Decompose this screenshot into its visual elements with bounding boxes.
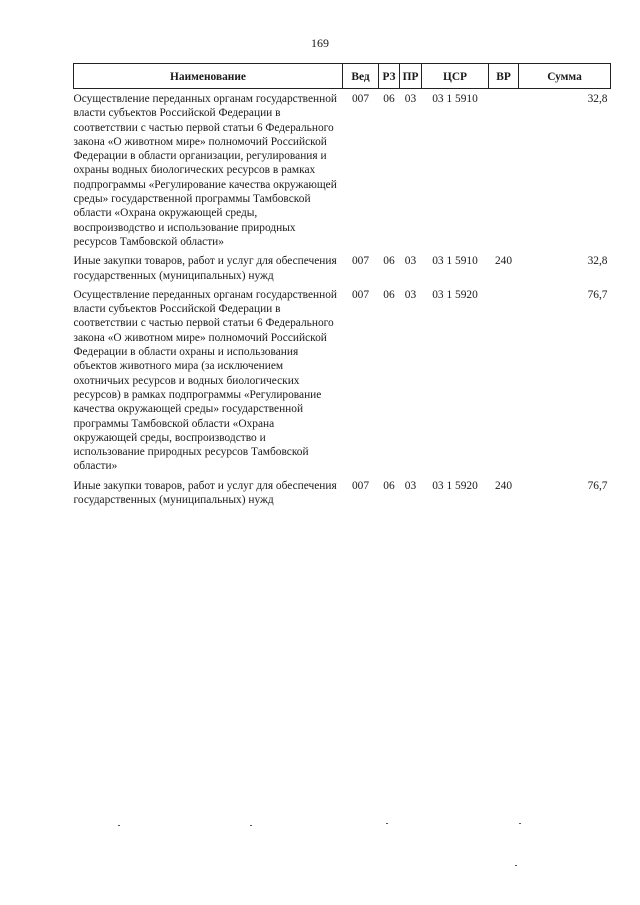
row-pr: 03 (404, 93, 417, 105)
row-sum: 32,8 (587, 255, 608, 268)
budget-table (73, 63, 611, 512)
header-vr: ВР (489, 64, 519, 89)
row-vr (489, 288, 519, 479)
header-pr: ПР (400, 64, 422, 89)
header-csr: ЦСР (422, 64, 489, 89)
scan-speck (515, 865, 517, 866)
row-rz: 06 (383, 479, 395, 492)
row-csr: 03 1 5920 (432, 288, 478, 301)
row-ved: 007 (351, 93, 370, 105)
table-row (74, 288, 611, 479)
scan-speck (519, 823, 521, 824)
table-header-row (74, 64, 611, 89)
header-rz: РЗ (379, 64, 400, 89)
row-rz: 06 (383, 255, 395, 268)
row-vr (489, 89, 519, 255)
row-sum: 32,8 (587, 93, 608, 105)
row-csr: 03 1 5910 (432, 255, 478, 268)
row-vr: 240 (494, 479, 513, 492)
row-ved: 007 (351, 255, 370, 268)
table-row (74, 254, 611, 288)
row-sum: 76,7 (587, 288, 608, 301)
header-ved: Вед (343, 64, 379, 89)
row-name: Осуществление переданных органам государственной власти субъектов Российской Федерации в соответствии с частью первой статьи 6 Федерального закона «О животном мире» полномочий Российской Федерации в области организации, регулирования и охраны водных биологических ресурсов в рамках подпрограммы «Регулирование качества окружающей среды» государственной программы Тамбовской области «Охрана окружающей среды, воспроизводство и использование природных ресурсов Тамбовской области» (73, 93, 338, 248)
row-rz: 06 (383, 288, 395, 301)
row-pr: 03 (404, 255, 417, 268)
header-name: Наименование (74, 64, 343, 89)
page-number: 169 (311, 36, 329, 50)
row-name: Иные закупки товаров, работ и услуг для обеспечения государственных (муниципальных) нужд (73, 479, 337, 507)
header-sum: Сумма (519, 64, 611, 89)
row-rz: 06 (383, 93, 395, 105)
row-sum: 76,7 (587, 479, 608, 492)
row-pr: 03 (404, 479, 417, 492)
scan-speck (118, 825, 120, 826)
table-row (74, 479, 611, 513)
row-ved: 007 (351, 288, 370, 301)
row-name: Осуществление переданных органам государственной власти субъектов Российской Федерации в соответствии с частью первой статьи 6 Федерального закона «О животном мире» полномочий Российской Федерации в области охраны и использования объектов животного мира (за исключением охотничьих ресурсов и водных биологических ресурсов) в рамках подпрограммы «Регулирование качества окружающей среды» государственной программы Тамбовской области «Охрана окружающей среды, воспроизводство и использование природных ресурсов Тамбовской области» (73, 288, 338, 473)
row-csr: 03 1 5920 (432, 479, 478, 492)
row-name: Иные закупки товаров, работ и услуг для обеспечения государственных (муниципальных) нужд (73, 255, 337, 282)
scan-speck (250, 825, 252, 826)
scan-speck (386, 823, 388, 824)
row-pr: 03 (404, 288, 417, 301)
row-csr: 03 1 5910 (432, 93, 478, 105)
row-vr: 240 (494, 255, 513, 268)
table-row (74, 89, 611, 255)
row-ved: 007 (351, 479, 370, 492)
